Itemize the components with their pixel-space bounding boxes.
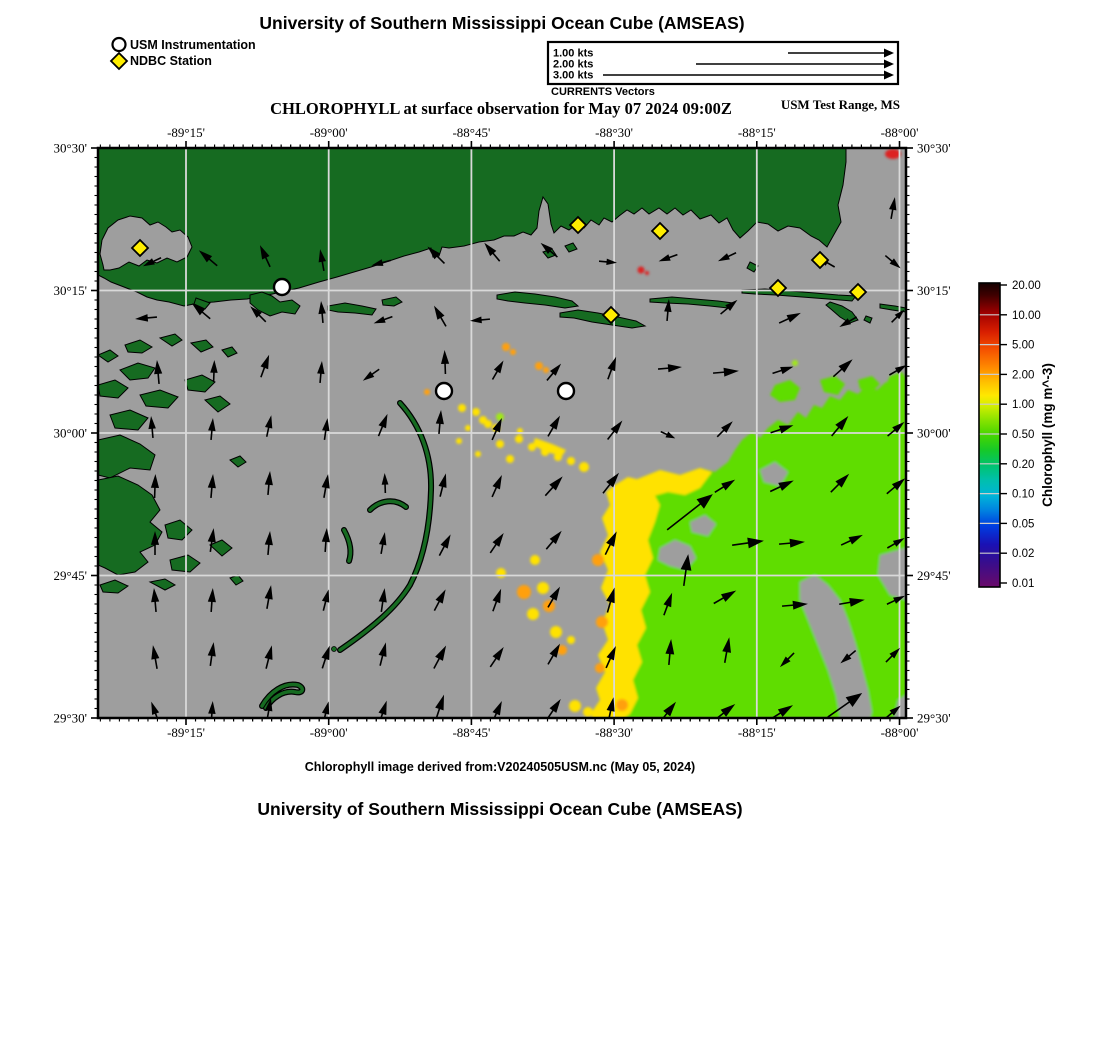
chlorophyll-speck [596, 616, 608, 628]
chlorophyll-speck [510, 349, 516, 355]
colorbar-tick-label: 20.00 [1012, 280, 1041, 292]
currents-row-label: 1.00 kts [553, 47, 594, 60]
chlorophyll-speck [535, 362, 543, 370]
page-title: University of Southern Mississippi Ocean Cube (AMSEAS) [259, 13, 745, 33]
chlorophyll-speck [496, 440, 504, 448]
y-tick-label: 30°00' [917, 425, 951, 441]
chlorophyll-speck [592, 554, 604, 566]
y-tick-label: 30°15' [53, 283, 87, 298]
colorbar-tick-label: 0.02 [1012, 548, 1035, 561]
chlorophyll-speck [496, 568, 506, 578]
chlorophyll-speck [515, 435, 523, 443]
y-tick-label: 30°00' [53, 425, 87, 441]
chlorophyll-speck [537, 582, 549, 594]
usm-instrumentation-marker [436, 383, 452, 399]
chlorophyll-speck [645, 271, 649, 275]
chlorophyll-speck [616, 699, 628, 711]
y-tick-label: 30°30' [53, 140, 87, 156]
x-tick-label: -88°30' [595, 725, 634, 740]
y-tick-label: 29°45' [917, 568, 951, 583]
colorbar-tick-label: 10.00 [1012, 309, 1041, 322]
x-tick-label: -88°15' [737, 725, 776, 740]
chlorophyll-speck [502, 343, 510, 351]
chlorophyll-speck [550, 626, 562, 638]
chlorophyll-speck [567, 636, 575, 644]
x-tick-label: -88°00' [880, 725, 919, 740]
chlorophyll-speck [583, 707, 593, 717]
chlorophyll-speck [541, 448, 549, 456]
colorbar-tick-label: 0.05 [1012, 518, 1035, 531]
x-tick-label: -89°15' [167, 725, 205, 740]
station-legend [111, 38, 256, 69]
usm-legend-label: USM Instrumentation [130, 38, 256, 52]
x-tick-label: -88°45' [452, 125, 491, 140]
plot-subtitle: CHLOROPHYLL at surface observation for May 07 2024 09:00Z [270, 99, 732, 118]
footer-title: University of Southern Mississippi Ocean Cube (AMSEAS) [257, 799, 743, 819]
currents-legend-box [548, 42, 898, 84]
currents-row-label: 2.00 kts [553, 58, 594, 71]
chlorophyll-speck [496, 413, 504, 421]
currents-vector-legend [548, 42, 898, 84]
y-tick-label: 30°15' [917, 283, 951, 298]
usm-instrumentation-marker [274, 279, 290, 295]
x-tick-label: -88°45' [452, 725, 491, 740]
ndbc-legend-label: NDBC Station [130, 54, 212, 68]
colorbar-tick-label: 1.00 [1012, 399, 1035, 412]
chlorophyll-speck [569, 700, 581, 712]
usm-instrumentation-marker [558, 383, 574, 399]
chlorophyll-speck [530, 555, 540, 565]
x-tick-label: -89°15' [167, 125, 205, 140]
chlorophyll-speck [465, 425, 471, 431]
y-tick-label: 29°45' [53, 568, 87, 583]
ndbc-station-icon [111, 53, 127, 69]
y-tick-label: 29°30' [53, 710, 87, 726]
source-caption: Chlorophyll image derived from:V20240505USM.nc (May 05, 2024) [304, 760, 696, 774]
colorbar-tick-label: 2.00 [1012, 369, 1035, 382]
chlorophyll-speck [506, 455, 514, 463]
chlorophyll-speck [472, 408, 480, 416]
chlorophyll-speck [543, 367, 549, 373]
colorbar-title: Chlorophyll (mg m^-3) [1040, 363, 1055, 507]
currents-row-label: 3.00 kts [553, 69, 594, 82]
x-tick-label: -88°30' [595, 125, 634, 140]
chlorophyll-speck [479, 416, 487, 424]
y-tick-label: 30°30' [917, 140, 951, 156]
chlorophyll-speck [528, 443, 536, 451]
islet [332, 647, 337, 652]
chlorophyll-speck [567, 457, 575, 465]
chlorophyll-speck [424, 389, 430, 395]
colorbar-tick-label: 0.20 [1012, 458, 1035, 471]
x-tick-label: -88°00' [880, 125, 919, 140]
chlorophyll-speck [475, 451, 481, 457]
chlorophyll-speck [527, 608, 539, 620]
chlorophyll-speck [595, 663, 605, 673]
x-tick-label: -89°00' [309, 125, 348, 140]
chlorophyll-speck [792, 360, 798, 366]
colorbar-tick-label: 5.00 [1012, 339, 1035, 352]
colorbar-tick-label: 0.50 [1012, 429, 1035, 441]
currents-legend-caption: CURRENTS Vectors [551, 86, 655, 98]
chlorophyll-speck [554, 453, 562, 461]
x-tick-label: -89°00' [309, 725, 348, 740]
y-tick-label: 29°30' [917, 710, 951, 726]
colorbar-gradient [979, 283, 1000, 587]
chlorophyll-speck [458, 404, 466, 412]
chlorophyll-speck [638, 267, 645, 274]
chlorophyll-speck [456, 438, 462, 444]
colorbar-tick-label: 0.10 [1012, 488, 1035, 501]
chlorophyll-speck [517, 585, 531, 599]
chlorophyll-speck [579, 462, 589, 472]
usm-instrumentation-icon [113, 38, 126, 51]
x-tick-label: -88°15' [737, 125, 776, 140]
range-label: USM Test Range, MS [780, 97, 900, 112]
colorbar-tick-label: 0.01 [1012, 578, 1035, 590]
colorbar [979, 280, 1041, 590]
